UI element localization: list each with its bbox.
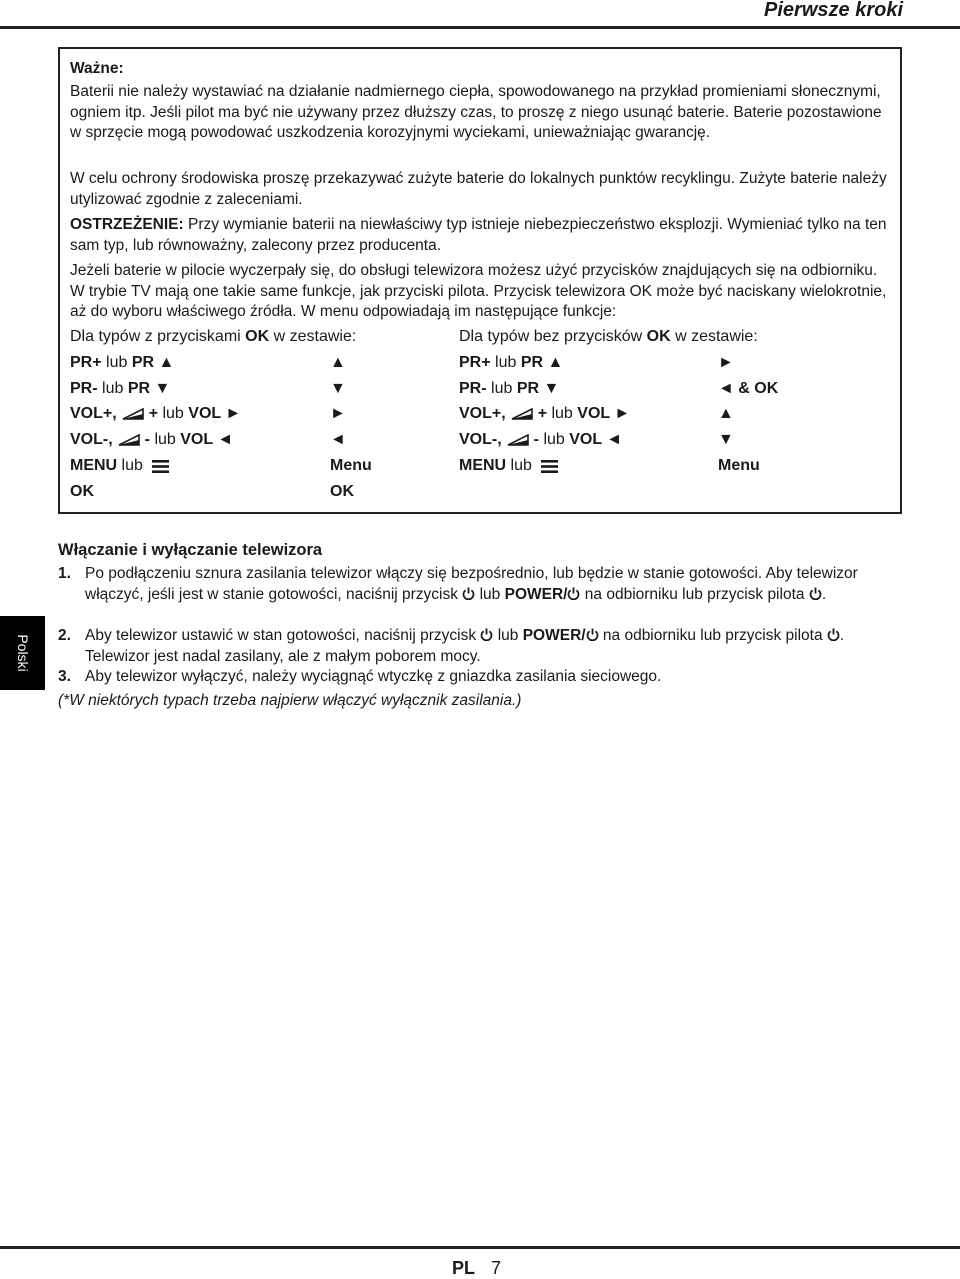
table-row: MENU lub <box>459 456 558 476</box>
table-row: PR- lub PR ▼ <box>70 380 171 397</box>
warning-paragraph <box>70 215 890 256</box>
table-function: ► <box>718 354 734 371</box>
table-row: PR+ lub PR ▲ <box>459 354 564 371</box>
page-number: 7 <box>491 1258 502 1278</box>
table-function: OK <box>330 483 354 500</box>
list-item-text: Po podłączeniu sznura zasilania telewizor włączy się bezpośrednio, lub będzie w stanie gotowości. Aby telewizor włączyć, jeśli jest w stanie gotowości, naciśnij przycisk lub POWER/ na odbiorniku lub przycisk pilota . <box>85 565 858 603</box>
list-item-text: Aby telewizor wyłączyć, należy wyciągnąć wtyczkę z gniazdka zasilania sieciowego. <box>85 668 662 685</box>
footnote: (*W niektórych typach trzeba najpierw włączyć wyłącznik zasilania.) <box>58 692 522 709</box>
power-icon <box>567 587 580 600</box>
table-function: ▼ <box>718 431 734 448</box>
table-row: VOL-, - lub VOL ◄ <box>70 431 234 448</box>
footer-rule <box>0 1246 960 1249</box>
footer <box>452 1258 501 1279</box>
table-row: VOL+, + lub VOL ► <box>70 405 242 422</box>
power-icon <box>462 587 475 600</box>
power-icon <box>827 628 840 641</box>
table-function: ▼ <box>330 380 346 397</box>
table-function: ► <box>330 405 346 422</box>
table-function: ◄ & OK <box>718 380 779 397</box>
table-row: PR+ lub PR ▲ <box>70 354 175 371</box>
table-function: ▲ <box>330 354 346 371</box>
table-row: OK <box>70 483 94 500</box>
volume-icon <box>122 408 144 420</box>
table-row: MENU lub <box>70 456 169 476</box>
warning-label: OSTRZEŻENIE: <box>70 216 184 233</box>
warning-text: Przy wymianie baterii na niewłaściwy typ istnieje niebezpieczeństwo eksplozji. Wymieniać tylko na ten sam typ, lub równoważny, zalecony przez producenta. <box>70 216 887 254</box>
power-icon <box>480 628 493 641</box>
power-icon <box>586 628 599 641</box>
table-function: Menu <box>718 457 760 474</box>
volume-icon <box>507 434 529 446</box>
footer-language: PL <box>452 1258 476 1278</box>
list-item-number: 2. <box>58 627 71 644</box>
table-left-heading: Dla typów z przyciskami OK w zestawie: <box>70 328 357 345</box>
section-title: Włączanie i wyłączanie telewizora <box>58 541 323 559</box>
table-function: Menu <box>330 457 372 474</box>
menu-icon <box>152 460 169 473</box>
buttons-paragraph: Jeżeli baterie w pilocie wyczerpały się, do obsługi telewizora możesz użyć przycisków znajdujących się na odbiorniku. W trybie TV mają one takie same funkcje, jak przyciski pilota. Przycisk telewizora OK może być naciskany wielokrotnie, aż do wyboru właściwego źródła. W menu odpowiadają im następujące funkcje: <box>70 262 887 320</box>
language-tab-label: Polski <box>14 634 31 672</box>
table-function: ◄ <box>330 431 346 448</box>
battery-paragraph: Baterii nie należy wystawiać na działanie nadmiernego ciepła, spowodowanego na przykład promieniami słonecznymi, ogniem itp. Jeśli pilot ma być nie używany przez dłuższy czas, to proszę z niego usunąć baterie. Baterie pozostawione w sprzęcie mogą powodować uszkodzenia korozyjnymi wyciekami, unieważniając gwarancję. <box>70 83 882 141</box>
table-row: VOL+, + lub VOL ► <box>459 405 631 422</box>
menu-icon <box>541 460 558 473</box>
page-header-title: Pierwsze kroki <box>764 0 903 21</box>
list-item-number: 1. <box>58 565 71 582</box>
important-box <box>58 47 902 514</box>
list-item-text: Aby telewizor ustawić w stan gotowości, naciśnij przycisk lub POWER/ na odbiorniku lub przycisk pilota . Telewizor jest nadal zasilany, ale z małym poborem mocy. <box>85 627 845 665</box>
important-heading: Ważne: <box>70 60 124 77</box>
header-rule <box>0 26 960 29</box>
list-item-number: 3. <box>58 668 71 685</box>
power-icon <box>809 587 822 600</box>
table-row: VOL-, - lub VOL ◄ <box>459 431 623 448</box>
volume-icon <box>511 408 533 420</box>
volume-icon <box>118 434 140 446</box>
table-function: ▲ <box>718 405 734 422</box>
recycling-paragraph: W celu ochrony środowiska proszę przekazywać zużyte baterie do lokalnych punktów recyklingu. Zużyte baterie należy utylizować zgodnie z zaleceniami. <box>70 170 887 208</box>
table-right-heading: Dla typów bez przycisków OK w zestawie: <box>459 328 758 345</box>
language-tab <box>0 616 45 690</box>
table-row: PR- lub PR ▼ <box>459 380 560 397</box>
